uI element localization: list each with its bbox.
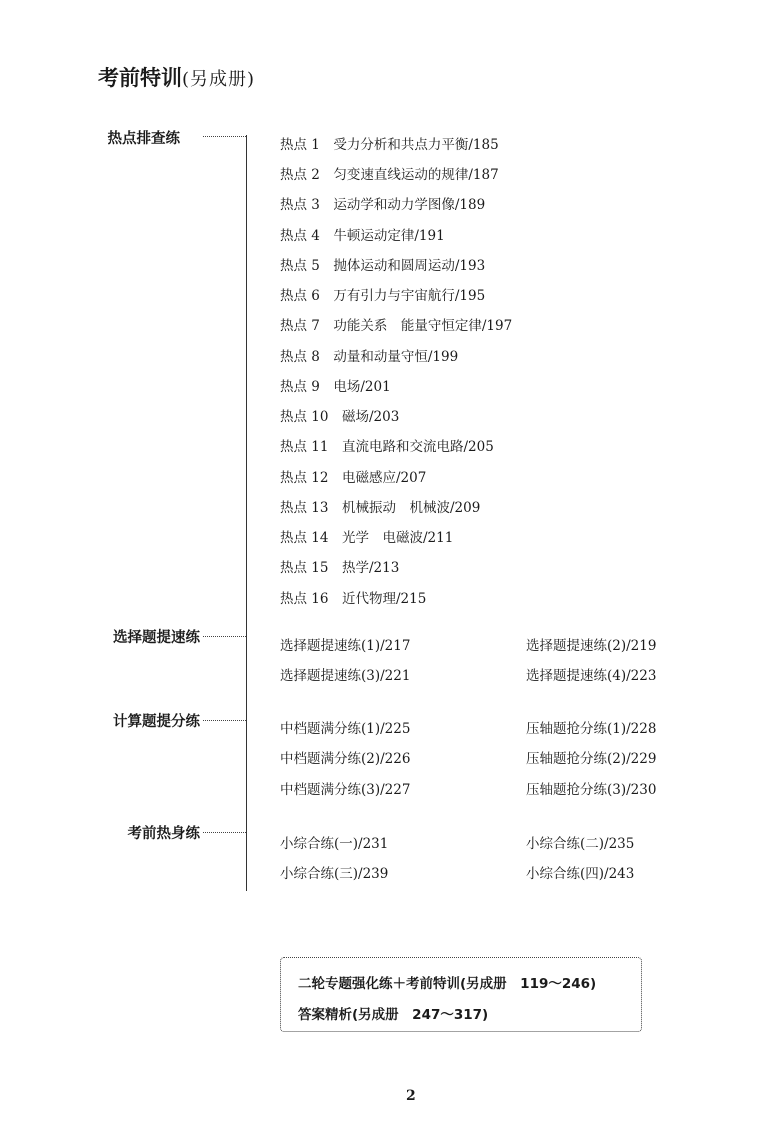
toc-item[interactable]: 热点 8 动量和动量守恒/199	[280, 349, 459, 365]
toc-item[interactable]: 热点 11 直流电路和交流电路/205	[280, 439, 494, 455]
toc-item[interactable]: 中档题满分练(3)/227	[280, 782, 411, 798]
toc-item[interactable]: 热点 13 机械振动 机械波/209	[280, 500, 481, 516]
toc-item[interactable]: 热点 4 牛顿运动定律/191	[280, 228, 445, 244]
toc-item[interactable]: 中档题满分练(1)/225	[280, 721, 411, 737]
info-box-line-1: 二轮专题强化练＋考前特训(另成册 119～246)	[298, 976, 597, 992]
toc-item[interactable]: 选择题提速练(4)/223	[526, 668, 657, 684]
leader-calc	[203, 720, 246, 721]
page-number: 2	[406, 1088, 416, 1104]
toc-item[interactable]: 热点 14 光学 电磁波/211	[280, 530, 454, 546]
toc-item[interactable]: 热点 6 万有引力与宇宙航行/195	[280, 288, 486, 304]
title-main: 考前特训	[98, 66, 182, 90]
toc-item[interactable]: 小综合练(一)/231	[280, 836, 389, 852]
toc-item[interactable]: 压轴题抢分练(3)/230	[526, 782, 657, 798]
toc-item[interactable]: 热点 15 热学/213	[280, 560, 400, 576]
toc-item[interactable]: 热点 9 电场/201	[280, 379, 391, 395]
toc-item[interactable]: 热点 12 电磁感应/207	[280, 470, 427, 486]
section-label-choice: 选择题提速练	[113, 630, 200, 646]
toc-item[interactable]: 热点 5 抛体运动和圆周运动/193	[280, 258, 486, 274]
section-label-calc: 计算题提分练	[113, 714, 200, 730]
toc-item[interactable]: 热点 10 磁场/203	[280, 409, 400, 425]
toc-item[interactable]: 压轴题抢分练(1)/228	[526, 721, 657, 737]
toc-item[interactable]: 选择题提速练(1)/217	[280, 638, 411, 654]
leader-warmup	[203, 832, 246, 833]
toc-item[interactable]: 小综合练(三)/239	[280, 866, 389, 882]
toc-item[interactable]: 选择题提速练(3)/221	[280, 668, 411, 684]
toc-item[interactable]: 热点 1 受力分析和共点力平衡/185	[280, 137, 499, 153]
leader-hotspot	[203, 136, 246, 137]
toc-item[interactable]: 热点 3 运动学和动力学图像/189	[280, 197, 486, 213]
section-label-hotspot: 热点排查练	[107, 131, 180, 147]
info-box-line-2: 答案精析(另成册 247～317)	[298, 1007, 489, 1023]
toc-item[interactable]: 热点 16 近代物理/215	[280, 591, 427, 607]
section-label-warmup: 考前热身练	[127, 826, 200, 842]
toc-item[interactable]: 小综合练(二)/235	[526, 836, 635, 852]
toc-item[interactable]: 热点 7 功能关系 能量守恒定律/197	[280, 318, 513, 334]
toc-item[interactable]: 选择题提速练(2)/219	[526, 638, 657, 654]
toc-item[interactable]: 中档题满分练(2)/226	[280, 751, 411, 767]
leader-choice	[203, 636, 246, 637]
toc-item[interactable]: 压轴题抢分练(2)/229	[526, 751, 657, 767]
toc-item[interactable]: 热点 2 匀变速直线运动的规律/187	[280, 167, 499, 183]
page-title	[98, 62, 255, 92]
bracket-line	[246, 135, 247, 891]
toc-item[interactable]: 小综合练(四)/243	[526, 866, 635, 882]
title-sub: (另成册)	[182, 69, 256, 90]
